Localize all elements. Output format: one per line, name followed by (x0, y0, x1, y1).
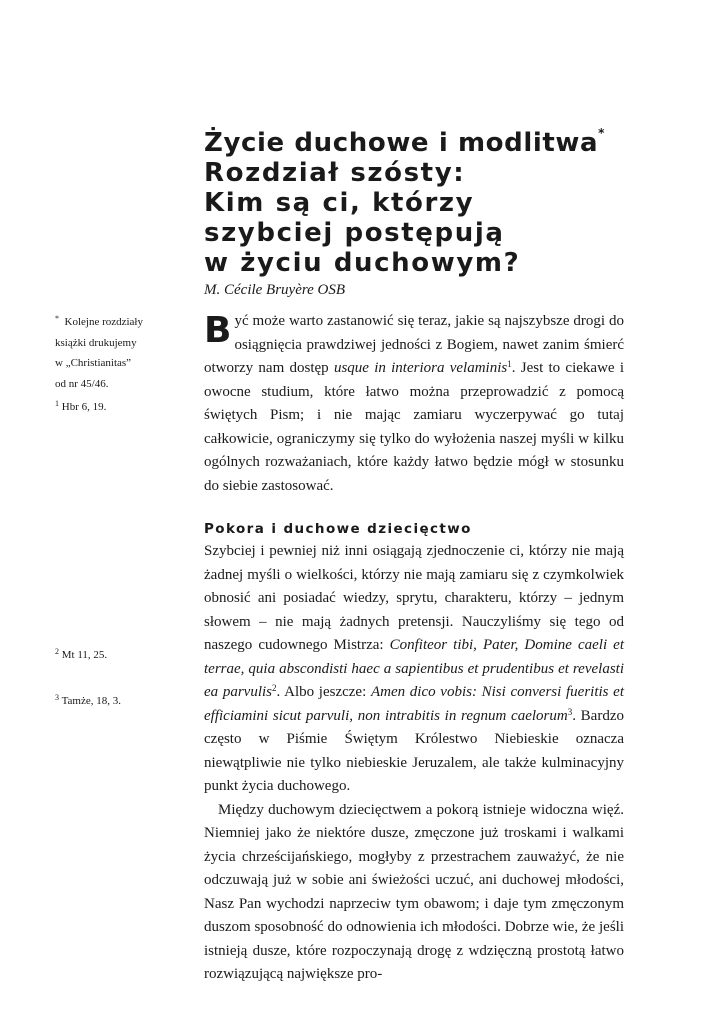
footnote-line: w „Christianitas” (55, 357, 132, 369)
footnote-line: od nr 45/46. (55, 377, 109, 390)
latin-quote: usque in interiora velaminis (333, 360, 508, 376)
footnote-marker: 2 (55, 647, 59, 656)
footnote-ref: 1 (507, 359, 512, 369)
article-title-line-3: Kim są ci, którzy (204, 188, 475, 218)
article-title-line-4: szybciej postępują (204, 218, 505, 248)
latin-quote: Confiteor tibi, Pater, Domine caeli et terrae, quia abscondisti haec a sapientibus et prudentibus et revelasti ea parvulis (204, 637, 624, 700)
footnote-text: Tamże, 18, 3. (61, 695, 121, 707)
footnote-marker: 3 (55, 693, 59, 702)
footnote-3 (55, 688, 165, 712)
title-footnote-marker: * (598, 126, 605, 140)
footnote-text: Hbr 6, 19. (61, 401, 107, 413)
paragraph-text: yć może warto zastanowić się teraz, jakie są najszybsze drogi do osiągnięcia prawdziwej jedności z Bogiem, nawet zanim śmierć otworzy nam dostęp (204, 313, 624, 376)
article-title-line-2: Rozdział szósty: (204, 158, 466, 188)
article-title-line-5: w życiu duchowym? (204, 248, 521, 278)
footnote-star (55, 309, 165, 418)
footnote-2 (55, 642, 165, 666)
footnote-text: Mt 11, 25. (61, 649, 108, 661)
footnote-ref: 3 (567, 706, 573, 717)
latin-quote: Amen dico vobis: Nisi conversi fueritis et efficiamini sicut parvuli, non intrabitis in regnum caelorum (204, 684, 624, 724)
footnote-line: książki drukujemy (55, 336, 137, 349)
footnote-marker: * (55, 314, 59, 323)
footnote-marker: 1 (55, 399, 59, 408)
footnote-line: Kolejne rozdziały (64, 316, 143, 328)
author-byline: M. Cécile Bruyère OSB (204, 282, 346, 298)
paragraph-text: Szybciej i pewniej niż inni osiągają zjednoczenie ci, którzy nie mają żadnej myśli o wielkości, którzy nie mają zamiaru się z czymkolwiek obnosić ani posiadać wiedzy, sprytu, charakteru, którzy – jednym słowem – nie mają żadnych pretensji. Nauczyliśmy się tego od naszego cudownego Mistrza: (204, 543, 624, 653)
paragraph-3: Między duchowym dziecięctwem a pokorą istnieje widoczna więź. Niemniej jako że niektóre dusze, zmęczone już troskami i walkami życia chrześcijańskiego, mogłyby z przestrachem zauważyć, że nie odczuwają już w sobie ani świeżości uczuć, ani duchowej młodości, Nasz Pan wychodzi naprzeciw tym obawom; i daje tym zmęczonym duszom sposobność do odnowienia ich młodości. Dobrze wie, że jeśli istnieją dusze, które rozpoczynają drogę z wdzięczną prostotą łatwo rozwiązującą największe pro- (204, 801, 624, 982)
paragraph-2 (204, 540, 624, 799)
paragraph-text: . Jest to ciekawe i owocne studium, które łatwo można przeprowadzić z pomocą świętych Pism; i nie mając zamiaru wyczerpywać go tutaj całkowicie, ograniczymy się tylko do wyłożenia naszej myśli w kilku ogólnych rozważaniach, które każdy łatwo będzie mógł w stosunku do siebie zastosować. (204, 360, 624, 494)
paragraph-text: . Albo jeszcze: (276, 684, 371, 700)
paragraph-text: . Bardzo często w Piśmie Świętym Królestwo Niebieskie oznacza niewątpliwie nie tylko niebieskie Jeruzalem, ale także kulminacyjny punkt życia duchowego. (204, 707, 624, 794)
title-text: Życie duchowe i modlitwa (204, 128, 599, 158)
footnote-1 (55, 394, 165, 418)
article-title-line-1 (204, 118, 644, 158)
drop-cap: B (204, 310, 232, 351)
article-header (204, 118, 644, 300)
footnote-ref: 2 (272, 683, 277, 693)
paragraph-1 (204, 310, 624, 498)
section-heading: Pokora i duchowe dziecięctwo (204, 521, 472, 537)
article-body (204, 310, 624, 987)
